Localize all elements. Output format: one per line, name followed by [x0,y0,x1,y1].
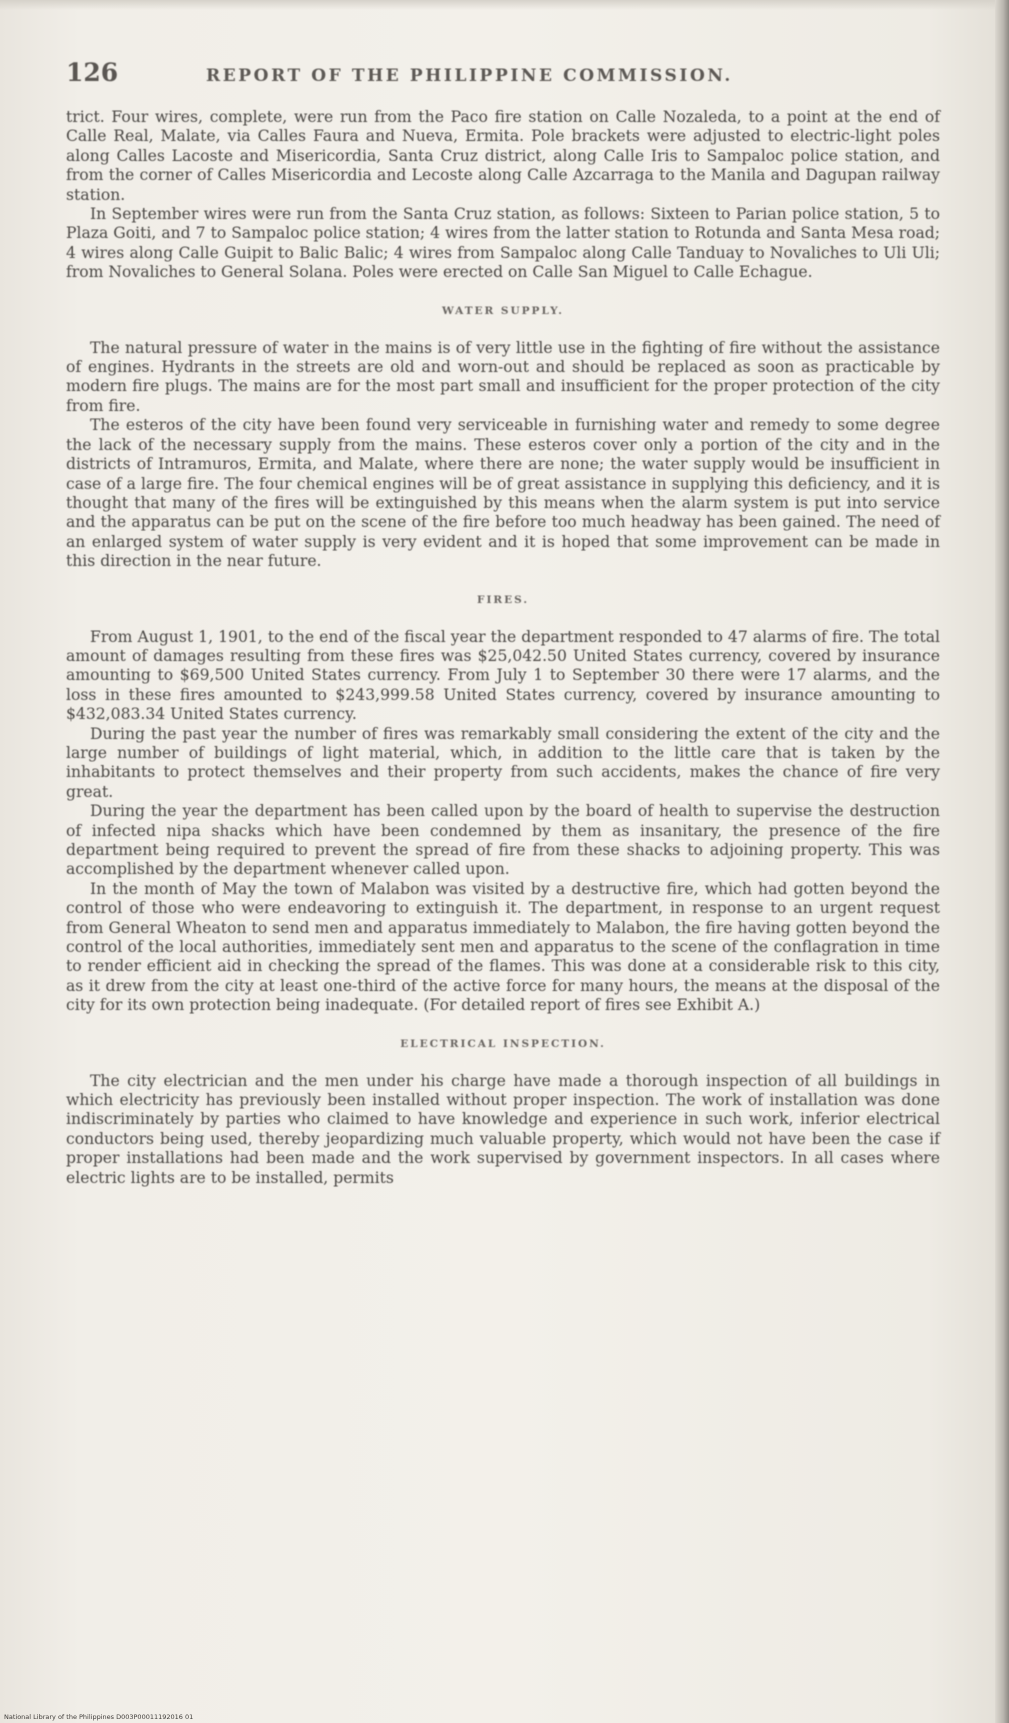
paragraph: During the year the department has been called upon by the board of health to supervise the destruction of infected nipa shacks which have been condemned by them as insanitary, the presence of the fire department being required to prevent the spread of fire from these shacks to adjoining property. This was accomplished by the department whenever called upon. [66,802,940,879]
section-heading: WATER SUPPLY. [442,304,564,317]
section-fires [66,594,940,1016]
paragraph: During the past year the number of fires was remarkably small considering the extent of the city and the large number of buildings of light material, which, in addition to the little care that is taken by the inhabitants to protect themselves and their property from such accidents, makes the chance of fire very great. [66,724,940,801]
section-water-supply [66,305,940,572]
paragraph: The esteros of the city have been found very serviceable in furnishing water and remedy to some degree the lack of the necessary supply from the mains. These esteros cover only a portion of the city and in the districts of Intramuros, Ermita, and Malate, where there are none; the water supply would be insufficient in case of a large fire. The four chemical engines will be of great assistance in supplying this deficiency, and it is thought that many of the fires will be extinguished by this means when the alarm system is put into service and the apparatus can be put on the scene of the fire before too much headway has been gained. The need of an enlarged system of water supply is very evident and it is hoped that some improvement can be made in this direction in the near future. [66,416,940,571]
paragraph: In September wires were run from the Santa Cruz station, as follows: Sixteen to Parian police station, 5 to Plaza Goiti, and 7 to Sampaloc police station; 4 wires from the latter station to Rotunda and Santa Mesa road; 4 wires along Calle Guipit to Balic Balic; 4 wires from Sampaloc along Calle Tanduay to Novaliches to Uli Uli; from Novaliches to General Solana. Poles were erected on Calle San Miguel to Calle Echague. [66,205,940,282]
paragraph: The natural pressure of water in the mains is of very little use in the fighting of fire without the assistance of engines. Hydrants in the streets are old and worn-out and should be replaced as soon as practicable by modern fire plugs. The mains are for the most part small and insufficient for the proper protection of the city from fire. [66,338,940,415]
paragraph: In the month of May the town of Malabon was visited by a destructive fire, which had gotten beyond the control of those who were endeavoring to extinguish it. The department, in response to an urgent request from General Wheaton to send men and apparatus immediately to Malabon, the fire having gotten beyond the control of the local authorities, immediately sent men and apparatus to the scene of the conflagration in time to render efficient aid in checking the spread of the flames. This was done at a considerable risk to this city, as it drew from the city at least one-third of the active force for many hours, the means at the disposal of the city for its own protection being inadequate. (For detailed report of fires see Exhibit A.) [66,879,940,1015]
paragraph: From August 1, 1901, to the end of the fiscal year the department responded to 47 alarms of fire. The total amount of damages resulting from these fires was $25,042.50 United States currency, covered by insurance amounting to $69,500 United States currency. From July 1 to September 30 there were 17 alarms, and the loss in these fires amounted to $243,999.58 United States currency, covered by insurance amounting to $432,083.34 United States currency. [66,627,940,724]
section-continuation [66,108,940,283]
section-heading: FIRES. [477,593,529,606]
paragraph: trict. Four wires, complete, were run from the Paco fire station on Calle Nozaleda, to a point at the end of Calle Real, Malate, via Calles Faura and Nueva, Ermita. Pole brackets were adjusted to electric-light poles along Calles Lacoste and Misericordia, Santa Cruz district, along Calle Iris to Sampaloc police station, and from the corner of Calles Misericordia and Lecoste along Calle Azcarraga to the Manila and Dagupan railway station. [66,108,940,204]
page-number: 126 [66,58,119,87]
scan-footer-label: National Library of the Philippines D003P00011192016 01 [4,1713,194,1721]
running-head-title: REPORT OF THE PHILIPPINE COMMISSION. [206,66,733,86]
page-binding-edge [995,0,1009,1723]
section-heading: ELECTRICAL INSPECTION. [400,1037,606,1050]
page-content [66,58,940,1188]
section-electrical-inspection [66,1038,940,1188]
running-head [66,58,940,92]
paragraph: The city electrician and the men under his charge have made a thorough inspection of all buildings in which electricity has previously been installed without proper inspection. The work of installation was done indiscriminately by parties who claimed to have knowledge and experience in such work, inferior electrical conductors being used, thereby jeopardizing much valuable property, which would not have been the case if proper installations had been made and the work supervised by government inspectors. In all cases where electric lights are to be installed, permits [66,1071,940,1187]
page-top-shadow [0,0,1009,10]
